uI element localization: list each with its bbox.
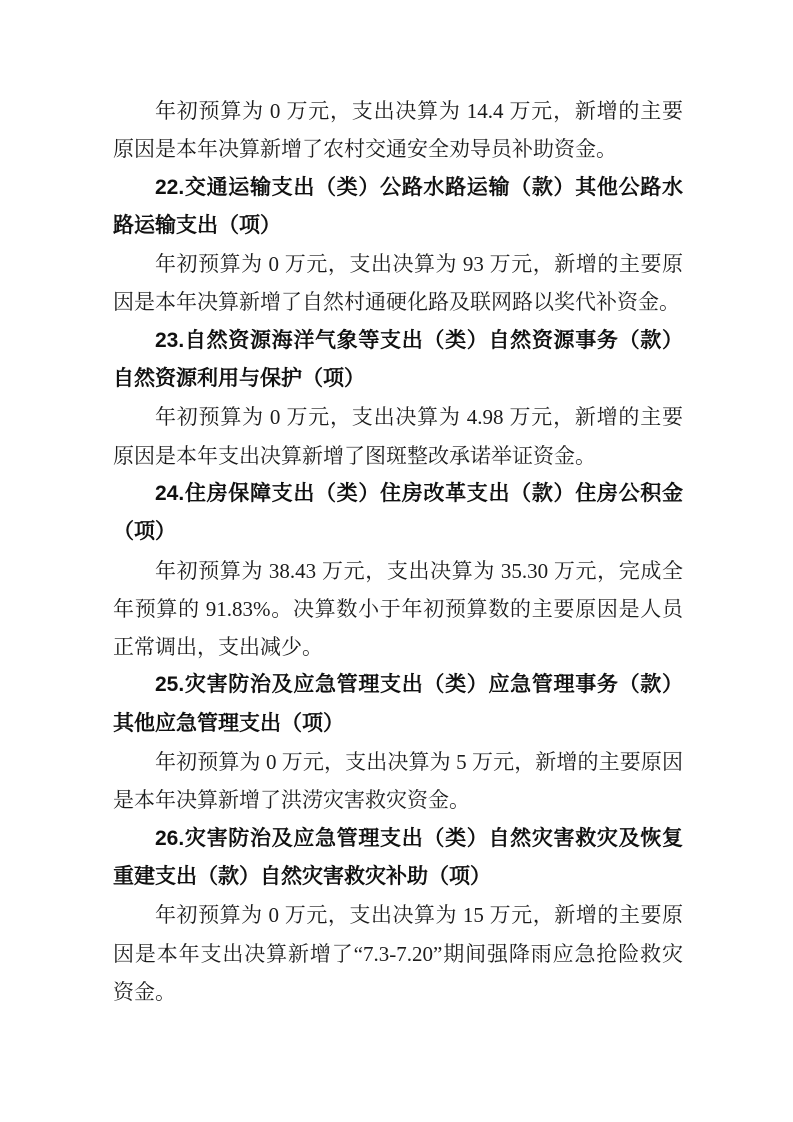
section-25-heading: 25.灾害防治及应急管理支出（类）应急管理事务（款）其他应急管理支出（项） [113, 673, 683, 735]
section-23-heading: 23.自然资源海洋气象等支出（类）自然资源事务（款）自然资源利用与保护（项） [113, 328, 683, 391]
section-23-paragraph: 年初预算为 0 万元，支出决算为 4.98 万元，新增的主要原因是本年支出决算新增了图斑整改承诺举证资金。 [113, 405, 683, 468]
section-24-paragraph: 年初预算为 38.43 万元，支出决算为 35.30 万元，完成全年预算的 91.83%。决算数小于年初预算数的主要原因是人员正常调出，支出减少。 [113, 558, 683, 660]
section-24-heading: 24.住房保障支出（类）住房改革支出（款）住房公积金（项） [113, 481, 683, 544]
section-26-paragraph: 年初预算为 0 万元，支出决算为 15 万元，新增的主要原因是本年支出决算新增了“7.3-7.20”期间强降雨应急抢险救灾资金。 [113, 903, 683, 1004]
continuation-paragraph: 年初预算为 0 万元，支出决算为 14.4 万元，新增的主要原因是本年决算新增了农村交通安全劝导员补助资金。 [113, 99, 683, 162]
section-25-paragraph: 年初预算为 0 万元，支出决算为 5 万元，新增的主要原因是本年决算新增了洪涝灾害救灾资金。 [113, 750, 683, 813]
section-26-heading: 26.灾害防治及应急管理支出（类）自然灾害救灾及恢复重建支出（款）自然灾害救灾补助（项） [113, 826, 683, 888]
section-22-paragraph: 年初预算为 0 万元，支出决算为 93 万元，新增的主要原因是本年决算新增了自然村通硬化路及联网路以奖代补资金。 [113, 252, 683, 315]
document-content [113, 92, 683, 1011]
section-22-heading: 22.交通运输支出（类）公路水路运输（款）其他公路水路运输支出（项） [113, 175, 683, 237]
